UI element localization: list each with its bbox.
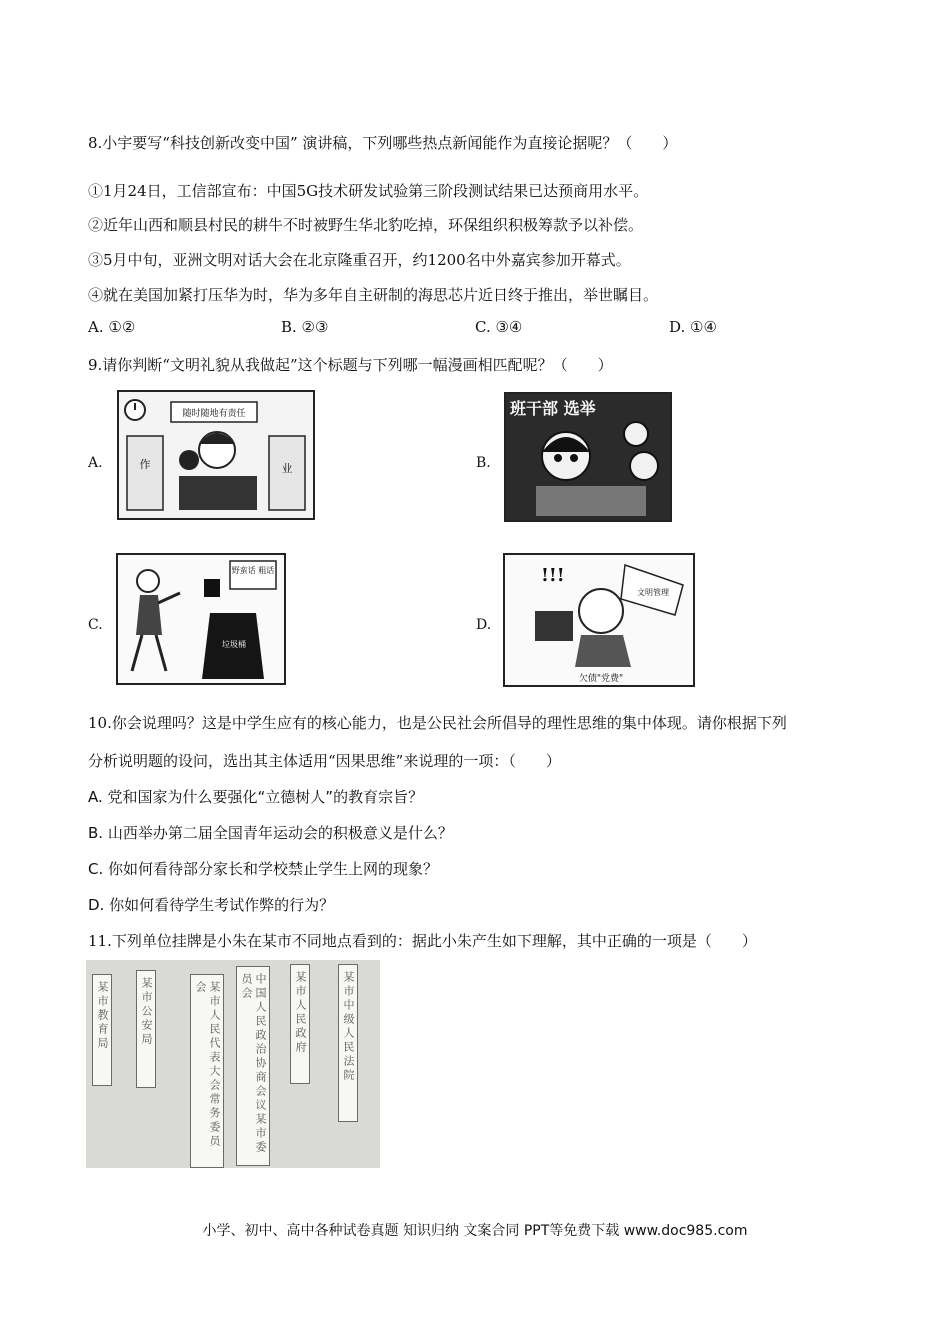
q8-item-2: ②近年山西和顺县村民的耕牛不时被野生华北豹吃掉，环保组织积极筹款予以补偿。	[88, 216, 644, 234]
q10-stem-line-2: 分析说明题的设问，选出其主体适用“因果思维”来说理的一项：（ ）	[88, 752, 561, 770]
cartoon-c-bubble: 野蛮话 粗话	[231, 566, 275, 575]
q8-item-3: ③5月中旬，亚洲文明对话大会在北京隆重召开，约1200名中外嘉宾参加开幕式。	[88, 251, 631, 269]
plaque-cppcc-committee: 中国人民政治协商会议某市委员会	[236, 966, 270, 1166]
q11-stem: 11.下列单位挂牌是小朱在某市不同地点看到的：据此小朱产生如下理解，其中正确的一项是（ ）	[88, 932, 757, 950]
cartoon-d-sign: 文明管理	[637, 588, 669, 597]
q9-stem: 9.请你判断“文明礼貌从我做起”这个标题与下列哪一幅漫画相匹配呢？（ ）	[88, 356, 613, 374]
cartoon-a-left-sign: 作	[139, 458, 151, 471]
cartoon-a-banner: 随时随地有责任	[182, 409, 246, 419]
q10-option-b: B. 山西举办第二届全国青年运动会的积极意义是什么？	[88, 824, 453, 842]
q8-item-4: ④就在美国加紧打压华为时，华为多年自主研制的海思芯片近日终于推出，举世瞩目。	[88, 286, 659, 304]
cartoon-a	[117, 390, 315, 520]
plaque-npc-standing-committee: 某市人民代表大会常务委员会	[190, 974, 224, 1168]
q8-option-c: C. ③④	[475, 318, 523, 336]
q8-options	[88, 318, 848, 340]
plaque-public-security-bureau: 某市公安局	[136, 970, 156, 1088]
q10-option-a: A. 党和国家为什么要强化“立德树人”的教育宗旨？	[88, 788, 424, 806]
cartoon-d	[503, 553, 695, 687]
q9-label-c: C.	[88, 617, 103, 633]
q8-stem: 8.小宇要写“科技创新改变中国” 演讲稿，下列哪些热点新闻能作为直接论据呢？（ ）	[88, 134, 678, 152]
page-footer: 小学、初中、高中各种试卷真题 知识归纳 文案合同 PPT等免费下载 www.doc985.com	[202, 1223, 748, 1239]
q9-label-d: D.	[476, 617, 492, 633]
cartoon-c-bin-label: 垃圾桶	[222, 640, 246, 649]
plaque-education-bureau: 某市教育局	[92, 974, 112, 1086]
q8-option-a: A. ①②	[88, 318, 136, 336]
q10-option-c: C. 你如何看待部分家长和学校禁止学生上网的现象？	[88, 860, 439, 878]
q9-label-a: A.	[88, 455, 103, 471]
q9-label-b: B.	[476, 455, 491, 471]
cartoon-b	[504, 392, 672, 522]
plaques-photo	[86, 960, 380, 1168]
cartoon-b-banner: 班干部 选举	[510, 399, 596, 418]
q8-option-b: B. ②③	[281, 318, 329, 336]
q8-item-1: ①1月24日，工信部宣布：中国5G技术研发试验第三阶段测试结果已达预商用水平。	[88, 182, 649, 200]
cartoon-d-marks: !!!	[541, 565, 565, 586]
q10-option-d: D. 你如何看待学生考试作弊的行为？	[88, 896, 335, 914]
plaque-peoples-government: 某市人民政府	[290, 964, 310, 1084]
cartoon-d-caption: 欠债"党费"	[578, 674, 624, 684]
q10-stem-line-1: 10.你会说理吗？这是中学生应有的核心能力，也是公民社会所倡导的理性思维的集中体现。请你根据下列	[88, 714, 787, 732]
q8-option-d: D. ①④	[669, 318, 717, 336]
plaque-intermediate-court: 某市中级人民法院	[338, 964, 358, 1122]
cartoon-a-right-sign: 业	[281, 462, 293, 475]
cartoon-c	[116, 553, 286, 685]
